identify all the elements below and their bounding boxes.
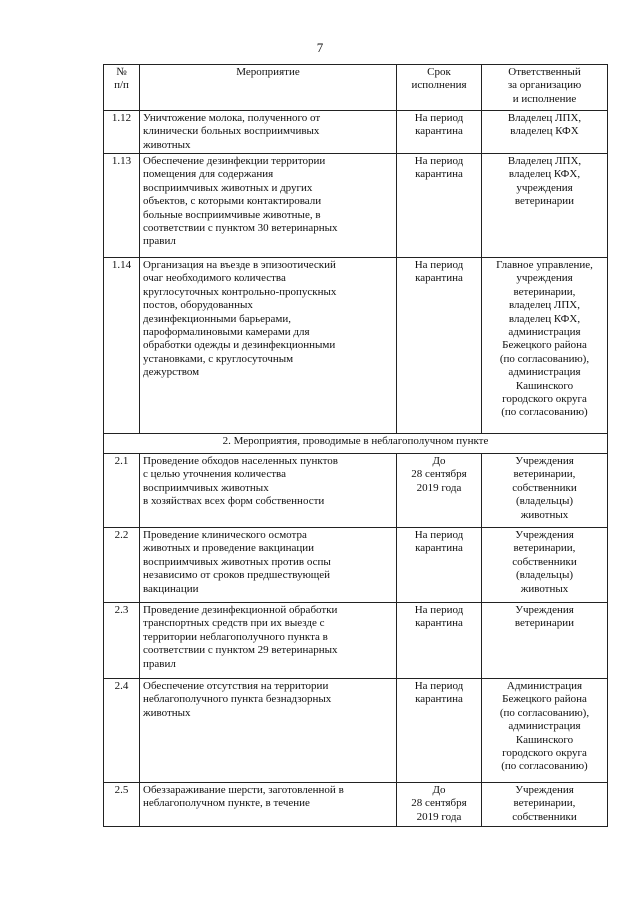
row-responsible: Учреждения ветеринарии, собственники (владельцы) животных bbox=[482, 528, 608, 603]
section-row bbox=[104, 434, 608, 454]
table-row bbox=[104, 154, 608, 258]
table-row bbox=[104, 603, 608, 679]
row-responsible: Администрация Бежецкого района (по согласованию), администрация Кашинского городского округа (по согласованию) bbox=[482, 679, 608, 783]
header-term: Срок исполнения bbox=[397, 65, 482, 111]
table-row bbox=[104, 454, 608, 528]
row-term: На период карантина bbox=[397, 528, 482, 603]
row-responsible: Главное управление, учреждения ветеринарии, владелец ЛПХ, владелец КФХ, администрация Бежецкого района (по согласованию), администрация Кашинского городского округа (по согласованию) bbox=[482, 258, 608, 434]
page-number: 7 bbox=[316, 40, 324, 55]
row-num: 2.4 bbox=[104, 679, 140, 783]
row-term: До 28 сентября 2019 года bbox=[397, 454, 482, 528]
row-action: Обеспечение дезинфекции территории помещения для содержания восприимчивых животных и других объектов, с которыми контактировали больные восприимчивые животные, в соответствии с пунктом 30 ветеринарных правил bbox=[140, 154, 397, 258]
row-responsible: Учреждения ветеринарии, собственники (владельцы) животных bbox=[482, 454, 608, 528]
row-action: Обеззараживание шерсти, заготовленной в неблагополучном пункте, в течение bbox=[140, 783, 397, 827]
row-responsible: Владелец ЛПХ, владелец КФХ bbox=[482, 111, 608, 154]
row-num: 2.2 bbox=[104, 528, 140, 603]
table-row bbox=[104, 111, 608, 154]
table-row bbox=[104, 679, 608, 783]
header-responsible: Ответственный за организацию и исполнение bbox=[482, 65, 608, 111]
row-responsible: Учреждения ветеринарии, собственники bbox=[482, 783, 608, 827]
row-action: Проведение обходов населенных пунктов с целью уточнения количества восприимчивых животных в хозяйствах всех форм собственности bbox=[140, 454, 397, 528]
table-row bbox=[104, 783, 608, 827]
row-term: До 28 сентября 2019 года bbox=[397, 783, 482, 827]
row-term: На период карантина bbox=[397, 679, 482, 783]
measures-table bbox=[103, 64, 608, 827]
row-responsible: Учреждения ветеринарии bbox=[482, 603, 608, 679]
table-header-row bbox=[104, 65, 608, 111]
row-action: Проведение дезинфекционной обработки транспортных средств при их выезде с территории неблагополучного пункта в соответствии с пунктом 29 ветеринарных правил bbox=[140, 603, 397, 679]
section-2-title: 2. Мероприятия, проводимые в неблагополучном пункте bbox=[104, 434, 608, 454]
header-action: Мероприятие bbox=[140, 65, 397, 111]
row-num: 2.1 bbox=[104, 454, 140, 528]
table-row bbox=[104, 258, 608, 434]
row-action: Проведение клинического осмотра животных и проведение вакцинации восприимчивых животных против оспы независимо от сроков предшествующей вакцинации bbox=[140, 528, 397, 603]
row-num: 2.3 bbox=[104, 603, 140, 679]
row-term: На период карантина bbox=[397, 603, 482, 679]
row-num: 1.14 bbox=[104, 258, 140, 434]
row-num: 1.13 bbox=[104, 154, 140, 258]
row-num: 1.12 bbox=[104, 111, 140, 154]
row-term: На период карантина bbox=[397, 111, 482, 154]
row-action: Уничтожение молока, полученного от клинически больных восприимчивых животных bbox=[140, 111, 397, 154]
row-num: 2.5 bbox=[104, 783, 140, 827]
row-term: На период карантина bbox=[397, 154, 482, 258]
row-responsible: Владелец ЛПХ, владелец КФХ, учреждения ветеринарии bbox=[482, 154, 608, 258]
header-num: № п/п bbox=[104, 65, 140, 111]
row-action: Организация на въезде в эпизоотический очаг необходимого количества круглосуточных контрольно-пропускных постов, оборудованных дезинфекционными барьерами, пароформалиновыми камерами для обработки одежды и дезинфекционными установками, с круглосуточным дежурством bbox=[140, 258, 397, 434]
table-row bbox=[104, 528, 608, 603]
row-action: Обеспечение отсутствия на территории неблагополучного пункта безнадзорных животных bbox=[140, 679, 397, 783]
row-term: На период карантина bbox=[397, 258, 482, 434]
